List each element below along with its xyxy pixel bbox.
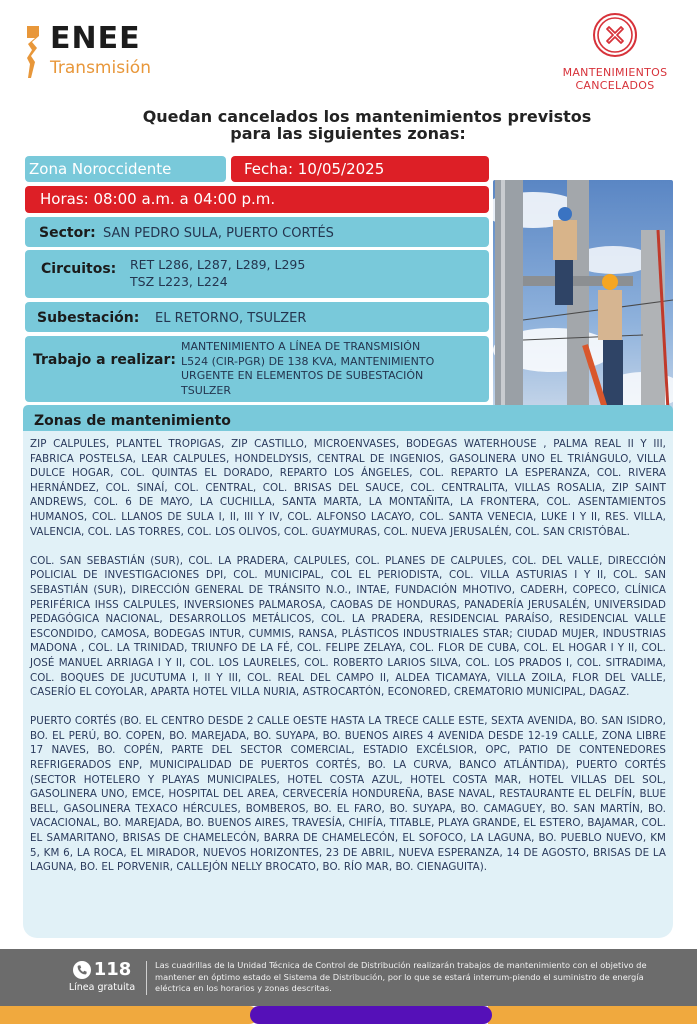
cancelled-badge bbox=[548, 12, 682, 100]
substation-box bbox=[25, 302, 489, 332]
zone-box bbox=[25, 156, 226, 182]
linemen-photo-illustration bbox=[493, 180, 673, 418]
work-line: TSULZER bbox=[181, 383, 232, 397]
headline-line-1: Quedan cancelados los mantenimientos previstos bbox=[142, 107, 592, 126]
work-description bbox=[181, 340, 434, 398]
cancelled-badge-text bbox=[548, 66, 682, 92]
footer-stripe-orange-right bbox=[488, 1006, 697, 1024]
hotline-number: 118 bbox=[93, 959, 132, 980]
sector-label: Sector: bbox=[39, 225, 96, 241]
work-label: Trabajo a realizar: bbox=[33, 352, 176, 368]
work-line: L524 (CIR-PGR) DE 138 KVA, MANTENIMIENTO bbox=[181, 354, 435, 368]
footer-divider bbox=[146, 961, 147, 995]
badge-line-2: CANCELADOS bbox=[575, 79, 655, 92]
substation-value: EL RETORNO, TSULZER bbox=[155, 311, 307, 326]
linemen-photo bbox=[493, 180, 673, 418]
hotline bbox=[62, 960, 142, 994]
hours-box bbox=[25, 186, 489, 213]
sector-box bbox=[25, 217, 489, 247]
work-box bbox=[25, 336, 489, 402]
circuits-box bbox=[25, 250, 489, 298]
maintenance-zones-title: Zonas de mantenimiento bbox=[34, 413, 231, 429]
logo-mark-icon bbox=[26, 26, 40, 78]
circuits-label: Circuitos: bbox=[41, 261, 117, 277]
badge-line-1: MANTENIMIENTOS bbox=[562, 66, 668, 79]
enee-logo bbox=[26, 22, 186, 82]
sector-value: SAN PEDRO SULA, PUERTO CORTÉS bbox=[103, 226, 334, 241]
footer-stripe-orange-left bbox=[0, 1006, 258, 1024]
zones-paragraph: COL. SAN SEBASTIÁN (SUR), COL. LA PRADERA, CALPULES, COL. PLANES DE CALPULES, COL. DEL VALLE, DIRECCIÓN POLICIAL DE INVESTIGACIONES DPI, COL. MUNICIPAL, COL EL PERIODISTA, COL. VILLA ASTURIAS I Y II, COL. SAN SEBASTIÁN (SUR), DIRECCIÓN GENERAL DE TRÁNSITO N.O., INTAE, FUNDACIÓN MHOTIVO, CADERH, COPECO, CLÍNICA PERIFÉRICA IHSS CALPULES, INVERSIONES PALMAROSA, CAOBAS DE HONDURAS, PANADERÍA JERUSALÉN, UNIVERSIDAD PEDAGÓGICA NACIONAL, DESARROLLOS METÁLICOS, COL. LA PRADERA, RESIDENCIAL PARAÍSO, RESIDENCIAL VALLE ESCONDIDO, CAMOSA, BODEGAS INTUR, CUMMIS, RANSA, PLÁSTICOS INDUSTRIALES STAR; CIUDAD MUJER, INDUSTRIAS MADONA , COL. LA TRINIDAD, TRIUNFO DE LA FÉ, COL. FELIPE ZELAYA, COL. FLOR DE CUBA, COL. EL HOGAR I Y II, COL. JOSÉ MANUEL ARRIAGA I Y II, COL. LOS LAURELES, COL. ROBERTO LARIOS SILVA, COL. LOS PRADOS I, COL. SITRADIMA, COL. BOQUES DE JUCUTUMA I, II Y III, COL. REAL DEL CAMPO II, ALDEA TICAMAYA, VILLA ZOILA, FLOR DEL VALLE, CASERÍO EL COYOLAR, APARTA HOTEL VILLA NURIA, ASTROCARTÓN, ECONORED, CREMATORIO MUNICIPAL, DAGAZ. bbox=[30, 554, 666, 699]
hotline-label: Línea gratuita bbox=[68, 982, 136, 993]
circuits-line-2: TSZ L223, L224 bbox=[130, 274, 228, 289]
work-line: MANTENIMIENTO A LÍNEA DE TRANSMISIÓN bbox=[181, 340, 421, 353]
page-title bbox=[60, 108, 636, 142]
footer-notice: Las cuadrillas de la Unidad Técnica de Control de Distribución realizarán trabajos de mantenimiento con el objetivo de mantener en óptimo estado el Sistema de Distribución, por lo que se estará interrum-piendo el suministro de energía eléctrica en los horarios y zonas descritas. bbox=[155, 960, 647, 993]
cancel-x-circle-icon bbox=[592, 12, 638, 58]
logo-subtitle: Transmisión bbox=[50, 58, 151, 78]
maintenance-zones-list bbox=[23, 431, 673, 938]
date-box bbox=[231, 156, 489, 182]
date-label: Fecha: 10/05/2025 bbox=[244, 160, 385, 178]
zone-label: Zona Noroccidente bbox=[29, 160, 172, 178]
zones-paragraph: PUERTO CORTÉS (BO. EL CENTRO DESDE 2 CALLE OESTE HASTA LA TRECE CALLE ESTE, SEXTA AVENIDA, BO. SAN ISIDRO, BO. EL PERÚ, BO. COPEN, BO. MAREJADA, BO. SUYAPA, BO. BUENOS AIRES 4 AVENIDA DESDE 12-19 CALLE, ZONA LIBRE 17 NAVES, BO. COPÉN, PARTE DEL SECTOR COMERCIAL, ESTADIO EXCÉLSIOR, OPC, PATIO DE CONTENEDORES REFRIGERADOS ENP, MUNICIPALIDAD DE PUERTOS CORTÉS, BO. LA CURVA, BANCO ATLÁNTIDA), PUERTO CORTÉS (SECTOR HOTELERO Y PLAYAS MUNICIPALES, HOTEL COSTA AZUL, HOTEL COSTA MAR, HOTEL VILLAS DEL SOL, GASOLINERA UNO, EMCE, HOSPITAL DEL AREA, CERVECERÍA HONDUREÑA, BASE NAVAL, RESTAURANTE EL DELFÍN, BLUE BELL, GASOLINERA TEXACO HÉRCULES, BOMBEROS, BO. EL FARO, BO. SUYAPA, BO. CAMAGUEY, BO. SAN MARTÍN, BO. VACACIONAL, BO. MAREJADA, BO. BUENOS AIRES, TRAVESÍA, CHIFÍA, TITABLE, PLAYA GRANDE, EL ESTERO, BAJAMAR, COL. EL SAMARITANO, BRISAS DE CHAMELECÓN, BARRA DE CHAMELECÓN, EL SOFOCO, LA LAGUNA, BO. PUEBLO NUEVO, KM 5, KM 6, LA ROCA, EL MIRADOR, NUEVOS HORIZONTES, 23 DE ABRIL, NUEVA ESPERANZA, 14 DE AGOSTO, BRISAS DE LA LAGUNA, BO. EL PORVENIR, CALLEJÓN NELLY BROCATO, BO. RÍO MAR, BO. CIENAGUITA). bbox=[30, 715, 666, 874]
footer bbox=[0, 949, 697, 1006]
footer-stripe-purple bbox=[250, 1006, 492, 1024]
hours-label: Horas: 08:00 a.m. a 04:00 p.m. bbox=[40, 190, 276, 208]
phone-icon bbox=[73, 961, 91, 979]
work-line: URGENTE EN ELEMENTOS DE SUBESTACIÓN bbox=[181, 369, 424, 382]
substation-label: Subestación: bbox=[37, 310, 140, 326]
circuits-line-1: RET L286, L287, L289, L295 bbox=[130, 257, 306, 272]
headline-line-2: para las siguientes zonas: bbox=[230, 124, 466, 143]
zones-paragraph: ZIP CALPULES, PLANTEL TROPIGAS, ZIP CASTILLO, MICROENVASES, BODEGAS WATERHOUSE , PALMA REAL II Y III, FABRICA POSTELSA, LEAR CALPULES, HONDELDYSIS, CENTRAL DE INGENIOS, GASOLINERA UNO EL TRIÁNGULO, VILLA DULCE HOGAR, COL. QUINTAS EL DORADO, REPARTO LOS ÁNGELES, COL. REPARTO LA ESPERANZA, COL. RIVERA HERNÁNDEZ, COL. SINAÍ, COL. CENTRAL, COL. BRISAS DEL SAUCE, COL. CENTRALITA, VILLAS ROSALIA, ZIP SAINT ANDREWS, COL. 6 DE MAYO, LA CUCHILLA, SANTA MARTA, LA MONTAÑITA, LA FRONTERA, COL. ASENTAMIENTOS HUMANOS, COL. LLANOS DE SULA I, II, III Y IV, COL. ALFONSO LACAYO, COL. SANTA VENECIA, LUKE I Y II, RES. VILLA, VALENCIA, COL. LAS TORRES, COL. LOS OLIVOS, COL. GUAYMURAS, COL. NUEVA JERUSALÉN, COL. SAN CRISTÓBAL. bbox=[30, 438, 666, 538]
maintenance-zones-header bbox=[23, 405, 673, 433]
logo-brand: ENEE bbox=[50, 21, 141, 56]
